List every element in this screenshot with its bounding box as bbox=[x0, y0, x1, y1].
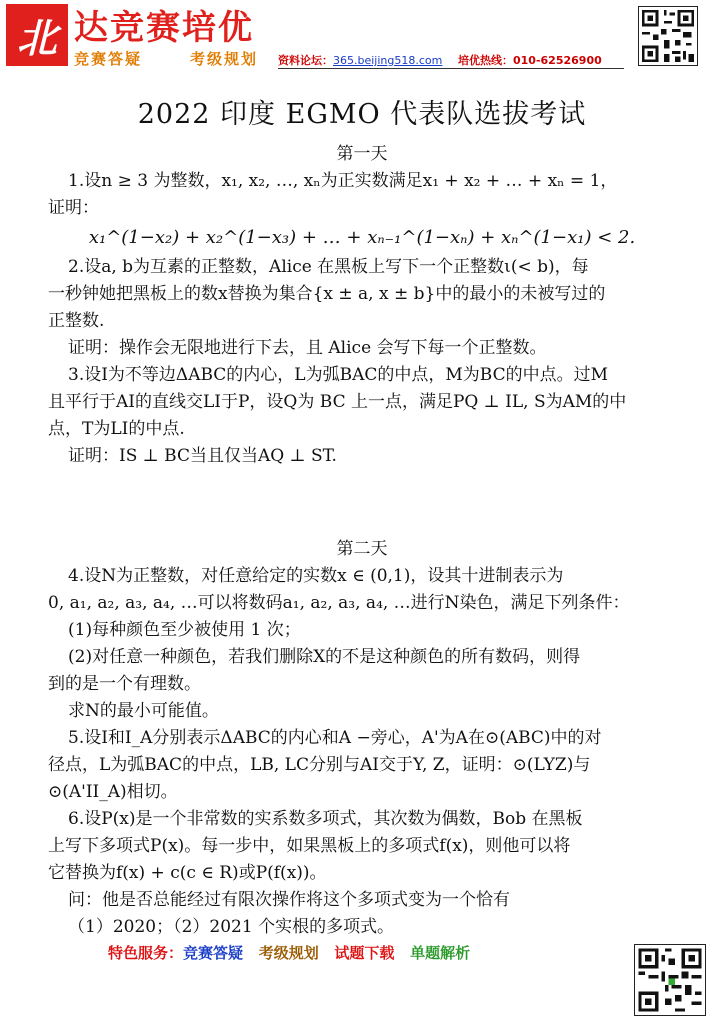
problem-6-line-2: 上写下多项式P(x)。每一步中，如果黑板上的多项式f(x)，则他可以将 bbox=[48, 836, 571, 856]
section-gap bbox=[48, 470, 676, 534]
forum-info bbox=[278, 52, 442, 68]
problem-4-line-2: 0, a₁, a₂, a₃, a₄, …可以将数码a₁, a₂, a₃, a₄, …进行N染色，满足下列条件： bbox=[48, 593, 630, 613]
qr-code-footer-icon bbox=[634, 944, 706, 1016]
problem-6-line-5: （1）2020；（2）2021 个实根的多项式。 bbox=[68, 917, 395, 937]
page-title: 2022 印度 EGMO 代表队选拔考试 bbox=[137, 99, 587, 130]
problem-1-line-2: 证明： bbox=[48, 198, 99, 218]
document-body bbox=[48, 88, 676, 941]
day-one-heading: 第一天 bbox=[336, 144, 388, 164]
day-two-heading: 第二天 bbox=[336, 539, 388, 559]
forum-link[interactable]: 365.beijing518.com bbox=[333, 54, 443, 67]
slogan-left: 竞赛答疑 bbox=[74, 50, 143, 68]
problem-4-line-5: 到的是一个有理数。 bbox=[48, 674, 201, 694]
footer-item-analysis[interactable]: 单题解析 bbox=[410, 944, 471, 962]
problem-4-line-1: 4.设N为正整数，对任意给定的实数x ∈ (0,1)，设其十进制表示为 bbox=[68, 566, 564, 586]
problem-5-line-2: 径点，L为弧BAC的中点，LB, LC分别与AI交于Y, Z，证明：⊙(LYZ)与 bbox=[48, 755, 591, 775]
problem-4-line-6: 求N的最小可能值。 bbox=[68, 701, 219, 721]
header-divider bbox=[278, 68, 624, 69]
problem-3-line-4: 证明：IS ⊥ BC当且仅当AQ ⊥ ST. bbox=[68, 446, 337, 466]
problem-1-line-1: 1.设n ≥ 3 为整数，x₁, x₂, …, xₙ为正实数满足x₁ + x₂ + … + xₙ = 1， bbox=[68, 171, 618, 191]
problem-6-line-3: 它替换为f(x) + c(c ∈ R)或P(f(x))。 bbox=[48, 863, 327, 883]
problem-3-line-3: 点，T为LI的中点. bbox=[48, 419, 185, 439]
problem-6-line-1: 6.设P(x)是一个非常数的实系数多项式，其次数为偶数，Bob 在黑板 bbox=[68, 809, 583, 829]
qr-code-icon bbox=[638, 6, 698, 66]
forum-label: 资料论坛： bbox=[278, 54, 333, 67]
problem-3-line-2: 且平行于AI的直线交LI于P，设Q为 BC 上一点，满足PQ ⊥ IL, S为AM的中 bbox=[48, 392, 627, 412]
footer-label: 特色服务： bbox=[108, 944, 184, 962]
problem-2-line-1: 2.设a, b为互素的正整数，Alice 在黑板上写下一个正整数ι(< b)，每 bbox=[68, 257, 589, 277]
problem-5-line-3: ⊙(A'II_A)相切。 bbox=[48, 782, 178, 802]
footer-services bbox=[108, 942, 470, 963]
problem-4-line-3: (1)每种颜色至少被使用 1 次； bbox=[68, 620, 301, 640]
brand-name: 达竞赛培优 bbox=[74, 8, 254, 48]
slogan-right: 考级规划 bbox=[190, 50, 259, 68]
brand-logo: 北 bbox=[6, 4, 68, 66]
footer-item-qa[interactable]: 竞赛答疑 bbox=[183, 944, 244, 962]
problem-5-line-1: 5.设I和I_A分别表示ΔABC的内心和A −旁心，A'为A在⊙(ABC)中的对 bbox=[68, 728, 602, 748]
problem-6-line-4: 问：他是否总能经过有限次操作将这个多项式变为一个恰有 bbox=[68, 890, 510, 910]
hotline-text: 培优热线：010-62526900 bbox=[458, 54, 602, 67]
header bbox=[0, 0, 724, 80]
problem-1-formula: x₁^(1−x₂) + x₂^(1−x₃) + … + xₙ₋₁^(1−xₙ) + xₙ^(1−x₁) < 2. bbox=[88, 227, 636, 248]
problem-2-line-2: 一秒钟她把黑板上的数x替换为集合{x ± a, x ± b}中的最小的未被写过的 bbox=[48, 284, 606, 304]
problem-3-line-1: 3.设I为不等边ΔABC的内心，L为弧BAC的中点，M为BC的中点。过M bbox=[68, 365, 608, 385]
footer-item-planning[interactable]: 考级规划 bbox=[258, 944, 319, 962]
problem-2-line-4: 证明：操作会无限地进行下去，且 Alice 会写下每一个正整数。 bbox=[68, 338, 547, 358]
problem-2-line-3: 正整数. bbox=[48, 311, 105, 331]
problem-4-line-4: (2)对任意一种颜色，若我们删除X的不是这种颜色的所有数码，则得 bbox=[68, 647, 581, 667]
footer-item-download[interactable]: 试题下载 bbox=[334, 944, 395, 962]
